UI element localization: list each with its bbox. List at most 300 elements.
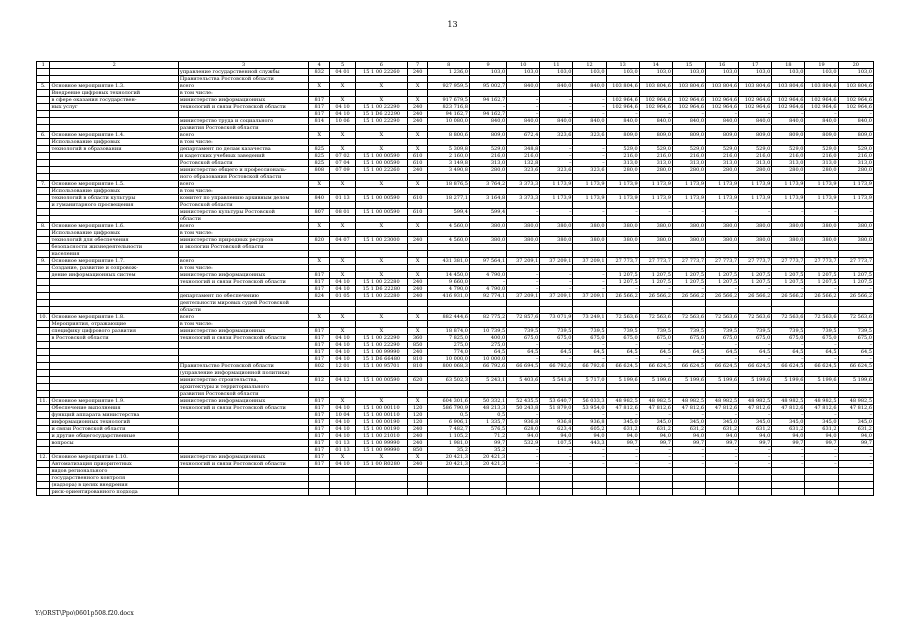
column-number: 17 <box>739 62 772 69</box>
code-cell <box>407 489 428 496</box>
table-row <box>37 90 874 97</box>
executor-cell: области <box>178 307 309 314</box>
amount-cell <box>428 202 469 209</box>
amount-cell <box>706 384 739 391</box>
amount-cell: 64,5 <box>507 349 540 356</box>
amount-cell: 280,0 <box>805 167 838 174</box>
code-cell: 817 <box>309 398 330 405</box>
amount-cell: 99,7 <box>639 440 672 447</box>
amount-cell: 103 804,6 <box>672 83 705 90</box>
column-number: 7 <box>407 62 428 69</box>
measure-name-cell: Основное мероприятие 1.9. <box>50 398 178 405</box>
amount-cell: 102 964,6 <box>606 104 639 111</box>
amount-cell: 1 173,9 <box>838 181 873 188</box>
table-row <box>37 405 874 412</box>
amount-cell: 66 624,5 <box>838 363 873 370</box>
amount-cell: 99,7 <box>606 440 639 447</box>
amount-cell <box>639 475 672 482</box>
amount-cell: – <box>573 111 606 118</box>
amount-cell: 313,0 <box>672 160 705 167</box>
amount-cell: 380,0 <box>838 237 873 244</box>
amount-cell <box>805 244 838 251</box>
amount-cell: 313,0 <box>805 160 838 167</box>
column-number-row <box>37 62 874 69</box>
amount-cell <box>507 202 540 209</box>
column-number: 9 <box>469 62 506 69</box>
amount-cell: 94,0 <box>672 433 705 440</box>
table-row <box>37 286 874 293</box>
code-cell <box>330 475 356 482</box>
executor-cell: министерство информационных <box>178 328 309 335</box>
amount-cell: 99,7 <box>469 440 506 447</box>
amount-cell: 739,5 <box>838 328 873 335</box>
amount-cell <box>469 76 506 83</box>
amount-cell: 809,0 <box>739 132 772 139</box>
amount-cell: 1 105,2 <box>428 433 469 440</box>
executor-cell <box>178 286 309 293</box>
amount-cell <box>573 251 606 258</box>
amount-cell <box>639 482 672 489</box>
amount-cell <box>672 90 705 97</box>
amount-cell <box>805 230 838 237</box>
row-number-cell <box>37 251 50 258</box>
row-number-cell <box>37 391 50 398</box>
executor-cell: области <box>178 216 309 223</box>
amount-cell <box>838 251 873 258</box>
amount-cell <box>540 300 573 307</box>
amount-cell <box>540 230 573 237</box>
amount-cell: 840,0 <box>772 118 805 125</box>
row-number-cell <box>37 188 50 195</box>
amount-cell: – <box>739 454 772 461</box>
row-number-cell: 6. <box>37 132 50 139</box>
executor-cell <box>178 440 309 447</box>
amount-cell <box>772 202 805 209</box>
measure-name-cell: Создание, развитие и сопровож- <box>50 265 178 272</box>
amount-cell <box>838 216 873 223</box>
amount-cell <box>606 244 639 251</box>
code-cell: 240 <box>407 111 428 118</box>
amount-cell <box>772 475 805 482</box>
code-cell <box>407 125 428 132</box>
amount-cell: 809,0 <box>772 132 805 139</box>
amount-cell <box>428 244 469 251</box>
amount-cell: 3 149,8 <box>428 160 469 167</box>
code-cell <box>356 307 408 314</box>
amount-cell: – <box>573 160 606 167</box>
code-cell: X <box>407 223 428 230</box>
amount-cell: 431 381,0 <box>428 258 469 265</box>
code-cell: 360 <box>407 335 428 342</box>
amount-cell: – <box>507 279 540 286</box>
executor-cell: (управление информационной политики) <box>178 370 309 377</box>
code-cell: 04 07 <box>330 237 356 244</box>
code-cell <box>309 125 330 132</box>
amount-cell <box>573 90 606 97</box>
amount-cell <box>739 300 772 307</box>
amount-cell: – <box>540 447 573 454</box>
table-row <box>37 244 874 251</box>
amount-cell: 774,0 <box>428 349 469 356</box>
amount-cell: 529,0 <box>672 146 705 153</box>
amount-cell: 102 964,6 <box>739 97 772 104</box>
amount-cell <box>672 251 705 258</box>
code-cell: X <box>330 132 356 139</box>
code-cell: 04 10 <box>330 104 356 111</box>
amount-cell <box>838 188 873 195</box>
amount-cell <box>606 174 639 181</box>
amount-cell: 380,0 <box>772 223 805 230</box>
amount-cell: 1 207,5 <box>606 272 639 279</box>
code-cell: 802 <box>309 363 330 370</box>
amount-cell: 103,0 <box>772 69 805 76</box>
executor-cell <box>178 475 309 482</box>
amount-cell: 1 207,5 <box>739 279 772 286</box>
measure-name-cell: Внедрение цифровых технологий <box>50 90 178 97</box>
code-cell: 15 1 00 00190 <box>356 426 408 433</box>
code-cell <box>309 489 330 496</box>
amount-cell: – <box>639 286 672 293</box>
amount-cell <box>507 188 540 195</box>
table-row <box>37 251 874 258</box>
amount-cell: 631,2 <box>606 426 639 433</box>
code-cell <box>309 265 330 272</box>
amount-cell: 809,0 <box>606 132 639 139</box>
amount-cell: 1 173,9 <box>573 195 606 202</box>
amount-cell: – <box>469 104 506 111</box>
amount-cell <box>805 468 838 475</box>
code-cell: 15 1 D6 66480 <box>356 356 408 363</box>
amount-cell: – <box>772 342 805 349</box>
code-cell: 04 10 <box>330 111 356 118</box>
amount-cell: 313,0 <box>838 160 873 167</box>
measure-name-cell: государственного контроля <box>50 475 178 482</box>
amount-cell: – <box>739 447 772 454</box>
table-row <box>37 440 874 447</box>
code-cell <box>356 125 408 132</box>
amount-cell: 675,0 <box>507 335 540 342</box>
amount-cell: 1 207,5 <box>772 272 805 279</box>
amount-cell: 380,0 <box>706 237 739 244</box>
amount-cell: 739,5 <box>805 328 838 335</box>
code-cell <box>309 475 330 482</box>
table-row <box>37 377 874 384</box>
amount-cell <box>805 188 838 195</box>
amount-cell: 92 774,1 <box>469 293 506 300</box>
amount-cell <box>540 125 573 132</box>
measure-name-cell <box>50 167 178 174</box>
amount-cell: 64,5 <box>639 349 672 356</box>
amount-cell: 532,9 <box>507 440 540 447</box>
amount-cell: 94 162,7 <box>469 97 506 104</box>
code-cell <box>330 244 356 251</box>
amount-cell: 103,0 <box>706 69 739 76</box>
amount-cell <box>805 489 838 496</box>
amount-cell: – <box>772 286 805 293</box>
amount-cell <box>805 139 838 146</box>
amount-cell <box>469 482 506 489</box>
amount-cell <box>573 391 606 398</box>
table-row <box>37 461 874 468</box>
table-row <box>37 356 874 363</box>
amount-cell <box>838 230 873 237</box>
code-cell: 817 <box>309 286 330 293</box>
code-cell <box>309 216 330 223</box>
code-cell <box>330 384 356 391</box>
amount-cell: 1 207,5 <box>838 272 873 279</box>
amount-cell: 1 173,9 <box>805 181 838 188</box>
code-cell: 610 <box>407 209 428 216</box>
amount-cell <box>507 174 540 181</box>
amount-cell: 102 964,6 <box>706 104 739 111</box>
code-cell <box>407 139 428 146</box>
measure-name-cell: и другие общегосударственные <box>50 433 178 440</box>
table-row <box>37 349 874 356</box>
amount-cell: 50 332,1 <box>469 398 506 405</box>
amount-cell <box>772 321 805 328</box>
amount-cell: 604 301,6 <box>428 398 469 405</box>
amount-cell <box>672 265 705 272</box>
amount-cell: 345,0 <box>739 419 772 426</box>
amount-cell: – <box>739 461 772 468</box>
amount-cell: 82 775,2 <box>469 314 506 321</box>
amount-cell <box>772 251 805 258</box>
code-cell <box>356 90 408 97</box>
amount-cell <box>540 468 573 475</box>
amount-cell: 102 964,6 <box>672 104 705 111</box>
code-cell: 04 10 <box>330 349 356 356</box>
amount-cell: 72 563,6 <box>805 314 838 321</box>
measure-name-cell: риск-ориентированного подхода <box>50 489 178 496</box>
amount-cell <box>540 188 573 195</box>
amount-cell <box>739 321 772 328</box>
amount-cell <box>428 216 469 223</box>
measure-name-cell: специфику цифрового развития <box>50 328 178 335</box>
amount-cell <box>469 468 506 475</box>
code-cell: 817 <box>309 405 330 412</box>
amount-cell: – <box>772 412 805 419</box>
amount-cell: 1 173,9 <box>772 181 805 188</box>
amount-cell: 66 624,5 <box>772 363 805 370</box>
table-row <box>37 433 874 440</box>
amount-cell: 936,8 <box>507 419 540 426</box>
amount-cell: 675,0 <box>706 335 739 342</box>
table-row <box>37 489 874 496</box>
amount-cell: – <box>540 356 573 363</box>
table-row <box>37 216 874 223</box>
code-cell: X <box>309 132 330 139</box>
amount-cell <box>838 265 873 272</box>
amount-cell: – <box>772 461 805 468</box>
amount-cell: 102 964,6 <box>639 104 672 111</box>
amount-cell: 313,0 <box>706 160 739 167</box>
amount-cell <box>739 230 772 237</box>
amount-cell: 5 717,0 <box>573 377 606 384</box>
amount-cell <box>805 251 838 258</box>
amount-cell <box>838 370 873 377</box>
code-cell: 240 <box>407 286 428 293</box>
code-cell <box>330 76 356 83</box>
amount-cell: 64,5 <box>469 349 506 356</box>
amount-cell: 20 421,3 <box>469 454 506 461</box>
amount-cell: 132,8 <box>507 160 540 167</box>
amount-cell <box>428 265 469 272</box>
amount-cell: – <box>706 454 739 461</box>
row-number-cell <box>37 118 50 125</box>
amount-cell <box>672 384 705 391</box>
amount-cell: – <box>838 342 873 349</box>
amount-cell: 2 160,0 <box>428 153 469 160</box>
amount-cell <box>739 125 772 132</box>
executor-cell: деятельности мировых судей Ростовской <box>178 300 309 307</box>
code-cell: 817 <box>309 97 330 104</box>
amount-cell <box>428 307 469 314</box>
amount-cell <box>507 125 540 132</box>
amount-cell <box>672 216 705 223</box>
amount-cell: 3 373,3 <box>507 195 540 202</box>
row-number-cell <box>37 286 50 293</box>
amount-cell: 103 804,6 <box>805 83 838 90</box>
amount-cell <box>469 216 506 223</box>
amount-cell: 27 773,7 <box>672 258 705 265</box>
amount-cell: 99,7 <box>739 440 772 447</box>
table-row <box>37 426 874 433</box>
code-cell: 240 <box>407 461 428 468</box>
amount-cell <box>507 244 540 251</box>
amount-cell: – <box>540 461 573 468</box>
amount-cell: 576,5 <box>469 426 506 433</box>
amount-cell <box>428 174 469 181</box>
amount-cell: – <box>606 356 639 363</box>
code-cell: 15 1 00 00110 <box>356 405 408 412</box>
amount-cell: 216,0 <box>469 153 506 160</box>
amount-cell: 529,0 <box>469 146 506 153</box>
code-cell: 240 <box>407 69 428 76</box>
amount-cell <box>772 216 805 223</box>
amount-cell <box>805 384 838 391</box>
amount-cell: – <box>540 272 573 279</box>
code-cell: X <box>407 398 428 405</box>
code-cell <box>330 321 356 328</box>
code-cell <box>330 202 356 209</box>
code-cell <box>407 202 428 209</box>
code-cell: 240 <box>407 440 428 447</box>
amount-cell: 5 199,6 <box>805 377 838 384</box>
code-cell: X <box>330 258 356 265</box>
code-cell: 07 09 <box>330 167 356 174</box>
code-cell: 15 1 00 21010 <box>356 433 408 440</box>
amount-cell <box>540 475 573 482</box>
amount-cell: 840,0 <box>672 118 705 125</box>
amount-cell <box>838 202 873 209</box>
amount-cell <box>428 468 469 475</box>
amount-cell: 675,0 <box>639 335 672 342</box>
code-cell <box>407 321 428 328</box>
amount-cell <box>469 321 506 328</box>
code-cell: 08 01 <box>330 209 356 216</box>
amount-cell: 102 964,6 <box>838 97 873 104</box>
amount-cell: 216,0 <box>706 153 739 160</box>
amount-cell: 48 982,5 <box>838 398 873 405</box>
code-cell: 04 10 <box>330 461 356 468</box>
amount-cell: 216,0 <box>772 153 805 160</box>
code-cell: X <box>356 398 408 405</box>
amount-cell <box>838 384 873 391</box>
code-cell: X <box>309 314 330 321</box>
code-cell <box>407 90 428 97</box>
amount-cell: – <box>672 454 705 461</box>
amount-cell: 47 812,6 <box>706 405 739 412</box>
row-number-cell <box>37 475 50 482</box>
amount-cell <box>573 475 606 482</box>
table-row <box>37 153 874 160</box>
amount-cell: 313,0 <box>606 160 639 167</box>
amount-cell: 313,0 <box>639 160 672 167</box>
amount-cell: 3 490,8 <box>428 167 469 174</box>
amount-cell: 103,0 <box>507 69 540 76</box>
amount-cell: 380,0 <box>573 237 606 244</box>
amount-cell: 10 080,0 <box>428 118 469 125</box>
amount-cell <box>606 216 639 223</box>
amount-cell <box>606 391 639 398</box>
amount-cell <box>805 300 838 307</box>
amount-cell <box>838 391 873 398</box>
amount-cell: 102 964,6 <box>772 104 805 111</box>
executor-cell: в том числе: <box>178 188 309 195</box>
row-number-cell <box>37 426 50 433</box>
code-cell: X <box>407 328 428 335</box>
code-cell: 832 <box>309 69 330 76</box>
amount-cell <box>706 216 739 223</box>
executor-cell: Ростовской области <box>178 202 309 209</box>
code-cell: 817 <box>309 279 330 286</box>
amount-cell <box>428 76 469 83</box>
code-cell: 120 <box>407 419 428 426</box>
code-cell <box>356 139 408 146</box>
budget-table <box>36 61 874 496</box>
column-number: 15 <box>672 62 705 69</box>
code-cell: 07 04 <box>330 160 356 167</box>
amount-cell <box>838 125 873 132</box>
column-number: 11 <box>540 62 573 69</box>
row-number-cell <box>37 216 50 223</box>
code-cell <box>330 265 356 272</box>
amount-cell: 72 563,6 <box>639 314 672 321</box>
amount-cell: 1 173,9 <box>606 181 639 188</box>
amount-cell <box>507 300 540 307</box>
amount-cell <box>672 370 705 377</box>
amount-cell: – <box>540 104 573 111</box>
amount-cell: 27 773,7 <box>606 258 639 265</box>
table-row <box>37 167 874 174</box>
amount-cell <box>507 76 540 83</box>
code-cell: 120 <box>407 405 428 412</box>
amount-cell: 5 243,1 <box>469 377 506 384</box>
code-cell: 825 <box>309 153 330 160</box>
row-number-cell <box>37 405 50 412</box>
amount-cell: 26 566,2 <box>706 293 739 300</box>
amount-cell: – <box>639 342 672 349</box>
amount-cell <box>573 76 606 83</box>
column-number: 5 <box>330 62 356 69</box>
code-cell: 15 1 00 22290 <box>356 104 408 111</box>
code-cell: X <box>309 83 330 90</box>
amount-cell <box>428 230 469 237</box>
amount-cell: 99,7 <box>672 440 705 447</box>
amount-cell: 380,0 <box>672 237 705 244</box>
amount-cell <box>706 482 739 489</box>
amount-cell: 102 964,6 <box>805 104 838 111</box>
